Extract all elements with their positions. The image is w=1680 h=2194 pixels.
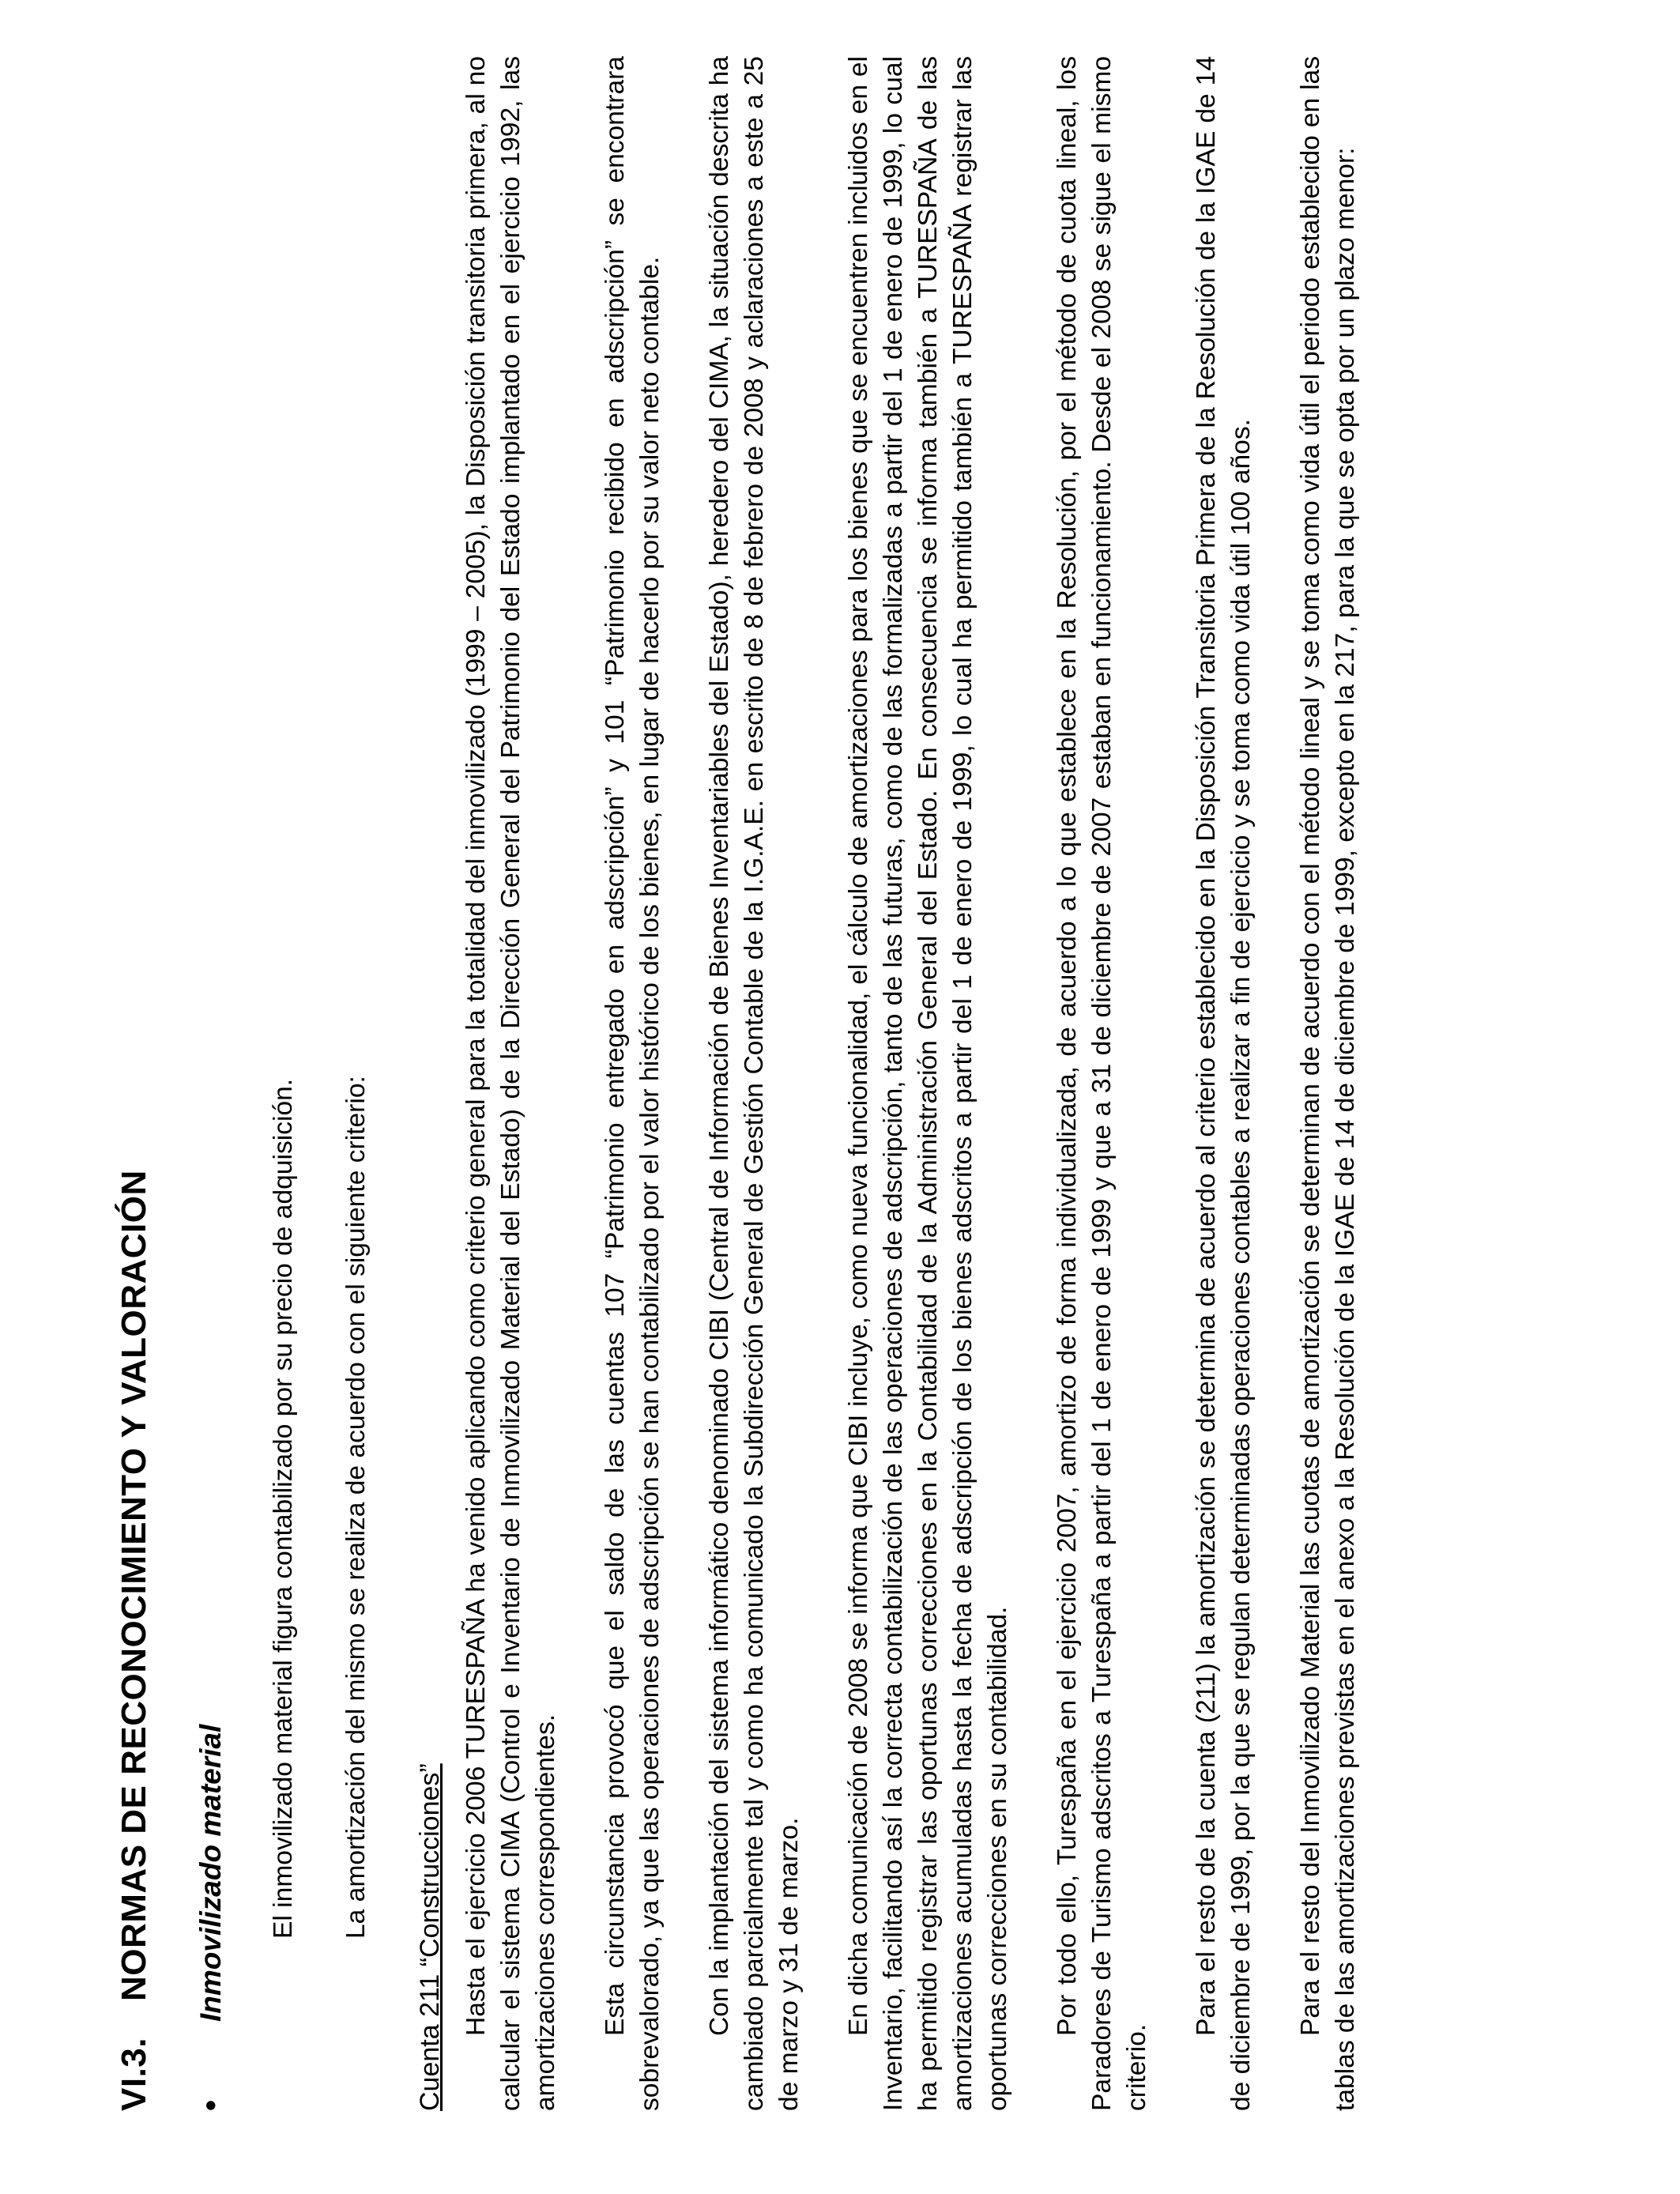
intro-paragraph: La amortización del mismo se realiza de acuerdo con el siguiente criterio: (341, 1076, 371, 1939)
document-content (111, 56, 1398, 2111)
body-paragraph: Para el resto del Inmovilizado Material las cuotas de amortización se determinan de acuerdo con el método lineal y se toma como vida útil el periodo establecido en las tablas de las amortizaciones previstas en el anexo a la Resolución de la IGAE de 14 de diciembre de 1999, excepto en la 217, para la que se opta por un plazo menor: (1296, 56, 1360, 2111)
body-paragraph: En dicha comunicación de 2008 se informa que CIBI incluye, como nueva funcionalidad, el cálculo de amortizaciones para los bienes que se encuentren incluidos en el Inventario, facilitando así la correcta contabilización de las operaciones de adscripción, tanto de las futuras, como de las formalizadas a partir del 1 de enero de 1999, lo cual ha permitido registrar las oportunas correcciones en la Contabilidad de la Administración General del Estado. En consecuencia se informa también a TURESPAÑA de las amortizaciones acumuladas hasta la fecha de adscripción de los bienes adscritos a partir del 1 de enero de 1999, lo cual ha permitido también a TURESPAÑA registrar las oportunas correcciones en su contabilidad. (844, 56, 1012, 2111)
bullet-icon: • (194, 2099, 228, 2111)
body-paragraph: Esta circunstancia provocó que el saldo de las cuentas 107 “Patrimonio entregado en adscripción” y 101 “Patrimonio recibido en adscripción” se encontrara sobrevalorado, ya que las operaciones de adscripción se han contabilizado por el valor histórico de los bienes, en lugar de hacerlo por su valor neto contable. (601, 56, 665, 2111)
subheading (191, 56, 231, 2111)
body-paragraph: Para el resto de la cuenta (211) la amortización se determina de acuerdo al criterio establecido en la Disposición Transitoria Primera de la Resolución de la IGAE de 14 de diciembre de 1999, por la que se regulan determinadas operaciones contables a realizar a fin de ejercicio y se toma como vida útil 100 años. (1192, 56, 1256, 2111)
intro-paragraph: El inmovilizado material figura contabilizado por su precio de adquisición. (269, 1078, 298, 1939)
body-paragraph: Con la implantación del sistema informático denominado CIBI (Central de Información de Bienes Inventariables del Estado), heredero del CIMA, la situación descrita ha cambiado parcialmente tal y como ha comunicado la Subdirección General de Gestión Contable de la I.G.A.E. en escrito de 8 de febrero de 2008 y aclaraciones a este a 25 de marzo y 31 de marzo. (705, 56, 804, 2111)
subheading-title: Inmovilizado material (194, 1724, 227, 2022)
heading-title: NORMAS DE RECONOCIMIENTO Y VALORACIÓN (115, 1170, 153, 2001)
account-section-title: Cuenta 211 “Construcciones” (415, 1763, 445, 2111)
body-paragraph: Por todo ello, Turespaña en el ejercicio 2007, amortizo de forma individualizada, de acuerdo a lo que establece en la Resolución, por el método de cuota lineal, los Paradores de Turismo adscritos a Turespaña a partir del 1 de enero de 1999 y que a 31 de diciembre de 2007 estaban en funcionamiento. Desde el 2008 se sigue el mismo criterio. (1053, 56, 1151, 2111)
heading-number: VI.3. (115, 2038, 153, 2111)
section-heading (111, 56, 158, 2111)
body-paragraph: Hasta el ejercicio 2006 TURESPAÑA ha venido aplicando como criterio general para la totalidad del inmovilizado (1999 – 2005), la Disposición transitoria primera, al no calcular el sistema CIMA (Control e Inventario de Inmovilizado Material del Estado) de la Dirección General del Patrimonio del Estado implantado en el ejercicio 1992, las amortizaciones correspondientes. (461, 56, 560, 2111)
